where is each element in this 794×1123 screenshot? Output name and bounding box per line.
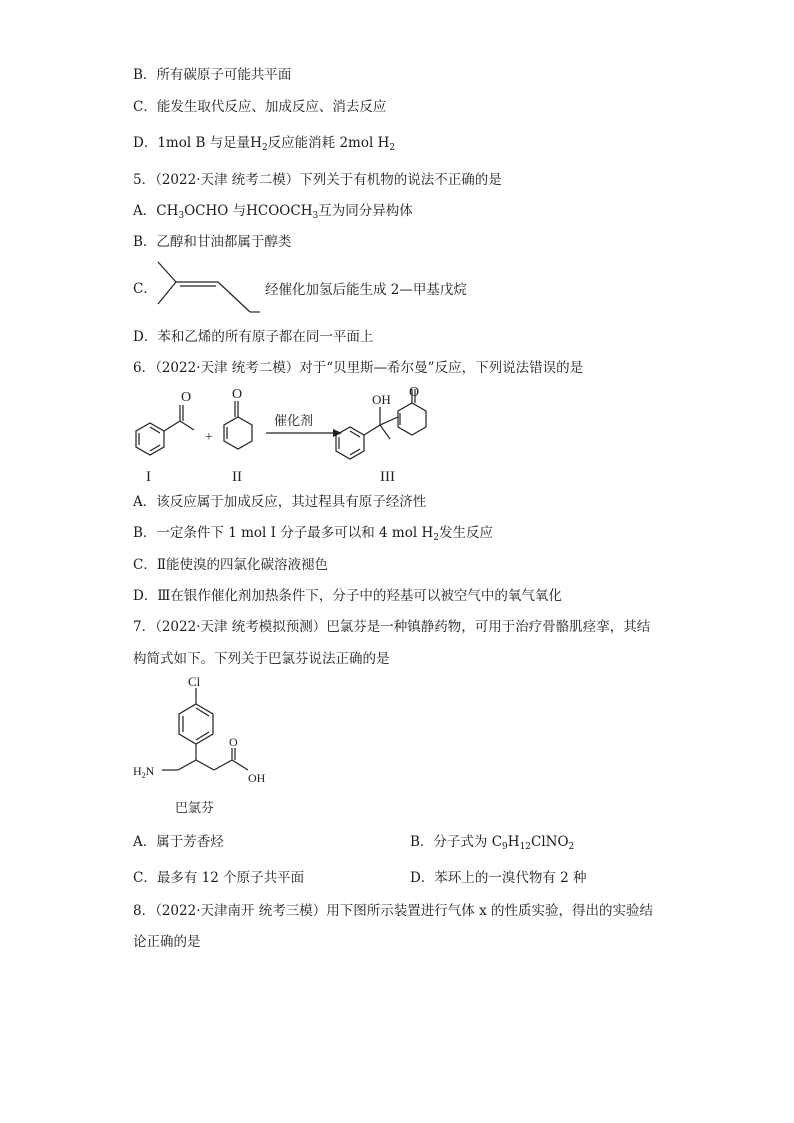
q5-option-d: D．苯和乙烯的所有原子都在同一平面上 xyxy=(133,329,374,345)
q6-option-a: A．该反应属于加成反应，其过程具有原子经济性 xyxy=(133,494,427,510)
q6-option-d: D．Ⅲ在银作催化剂加热条件下，分子中的羟基可以被空气中的氧气氧化 xyxy=(133,588,562,604)
q7-chlorine: Cl xyxy=(188,674,201,689)
q6-ketone-oxygen-3: O xyxy=(409,385,420,400)
q7-option-a: A．属于芳香烃 xyxy=(133,834,224,850)
q6-ketone-oxygen-1: O xyxy=(181,390,192,405)
q6-option-c: C．Ⅱ能使溴的四氯化碳溶液褪色 xyxy=(133,557,329,573)
q5-alkene-structure xyxy=(150,258,260,318)
q5-option-c-label: C． xyxy=(133,281,157,297)
q8-stem-line-2: 论正确的是 xyxy=(133,934,201,950)
q6-label-1: I xyxy=(146,469,151,485)
q6-ketone-oxygen-2: O xyxy=(232,387,243,402)
q7-caption: 巴氯芬 xyxy=(175,800,215,815)
q6-label-2: II xyxy=(232,469,242,485)
q4-option-d: D．1mol B 与足量$H_2$反应能消耗 2mol $H_2$ xyxy=(133,135,396,153)
q6-option-b: B．一定条件下 1 mol I 分子最多可以和 4 mol $H_2$发生反应 xyxy=(133,525,493,543)
q7-amine: $H_2N$ xyxy=(133,764,155,780)
q7-option-c: C．最多有 12 个原子共平面 xyxy=(133,870,305,886)
q8-stem-line-1: 8．（2022·天津南开 统考三模）用下图所示装置进行气体 x 的性质实验，得出的实验结 xyxy=(133,903,653,919)
q5-stem: 5．（2022·天津 统考二模）下列关于有机物的说法不正确的是 xyxy=(133,172,502,188)
q7-hydroxyl: OH xyxy=(248,771,266,785)
q7-option-d: D．苯环上的一溴代物有 2 种 xyxy=(410,870,587,886)
q5-option-b: B．乙醇和甘油都属于醇类 xyxy=(133,234,292,250)
q5-option-c-text: 经催化加氢后能生成 2—甲基戊烷 xyxy=(265,282,467,298)
q7-baclofen-structure xyxy=(128,670,278,820)
q6-label-3: III xyxy=(380,469,395,485)
q7-stem-line-1: 7．（2022·天津 统考模拟预测）巴氯芬是一种镇静药物，可用于治疗骨骼肌痉挛，其结 xyxy=(133,619,651,635)
q6-stem: 6．（2022·天津 统考二模）对于“贝里斯—希尔曼”反应，下列说法错误的是 xyxy=(133,360,584,376)
q7-option-b: B．分子式为 $C_9H_{12}ClNO_2$ xyxy=(410,834,575,852)
q6-plus: + xyxy=(205,430,213,445)
q5-option-a: A．$CH_3OCHO$ 与$HCOOCH_3$互为同分异构体 xyxy=(133,203,413,221)
q7-stem-line-2: 构简式如下。下列关于巴氯芬说法正确的是 xyxy=(133,651,390,667)
q6-hydroxyl: OH xyxy=(372,392,391,407)
q4-option-b: B．所有碳原子可能共平面 xyxy=(133,67,292,83)
q6-reagent: 催化剂 xyxy=(274,413,314,428)
q6-reaction-scheme xyxy=(128,385,458,485)
q7-carbonyl-oxygen: O xyxy=(229,735,238,749)
q4-option-c: C．能发生取代反应、加成反应、消去反应 xyxy=(133,99,387,115)
